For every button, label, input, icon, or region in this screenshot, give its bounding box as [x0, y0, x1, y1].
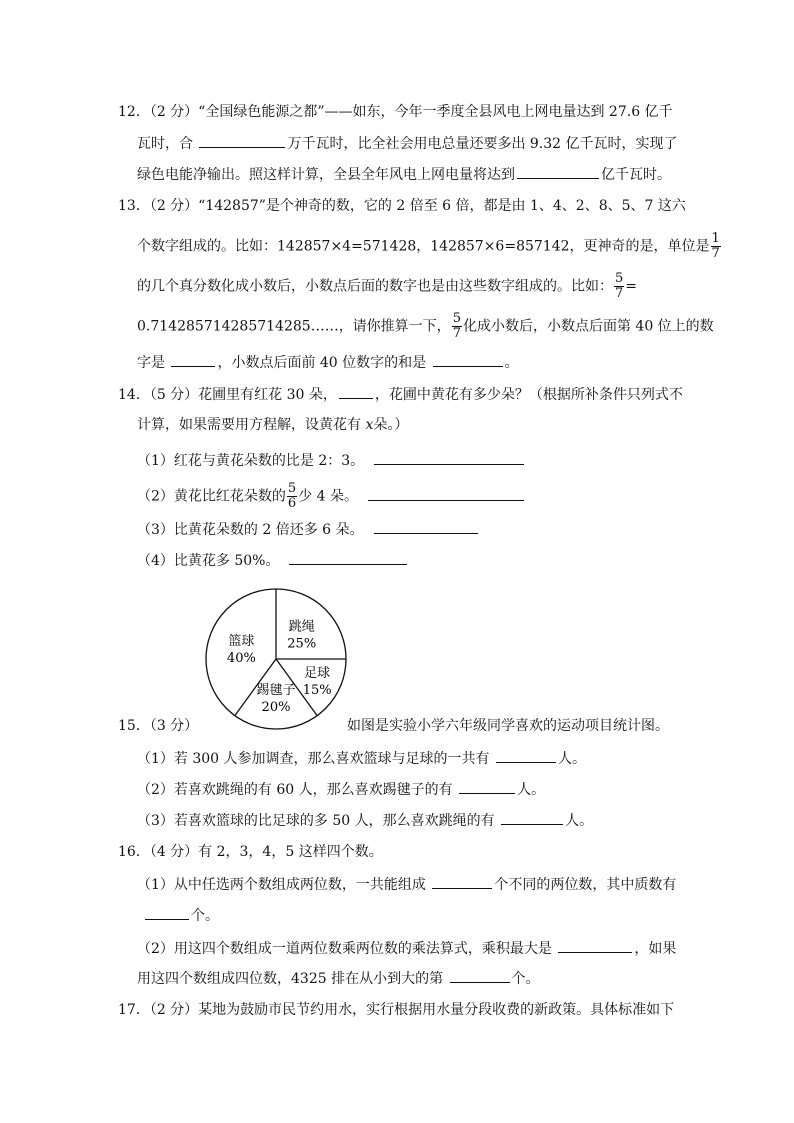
pie-slice-value: 25%: [287, 636, 317, 652]
q16-sub1-blank-1[interactable]: [432, 874, 492, 889]
pie-slice-value: 40%: [226, 650, 256, 666]
q14-sub3: （3）比黄花朵数的 2 倍还多 6 朵。: [137, 519, 480, 540]
q13-fraction-1-7: $\frac{1}{7}$: [711, 231, 720, 261]
q13-line1: 13．（2 分）“142857”是个神奇的数，它的 2 倍至 6 倍，都是由 1、4、2、8、5、7 这六: [118, 198, 686, 214]
q15-sub3-blank[interactable]: [501, 810, 563, 825]
pie-slice-label: 篮球: [228, 633, 255, 649]
q14-sub4: （4）比黄花多 50%。: [137, 550, 409, 571]
q14-sub1: （1）红花与黄花朵数的比是 2：3。: [137, 450, 526, 471]
q13-line5: 字是 ，小数点后面前 40 位数字的和是 。: [137, 352, 519, 373]
q16-sub1-cont: 个。: [137, 905, 219, 926]
q14-line2: 计算，如果需要用方程解，设黄花有 x朵。）: [137, 417, 409, 433]
q14-sub2-blank[interactable]: [368, 486, 524, 501]
q13-blank-1[interactable]: [171, 352, 215, 367]
pie-slice-label: 跳绳: [288, 619, 315, 635]
q14-sub2: （2）黄花比红花朵数的 $\frac{5}{6}$ 少 4 朵。: [137, 482, 526, 511]
q14-blank-condition[interactable]: [339, 384, 373, 399]
q16-head: 16．（4 分）有 2，3，4，5 这样四个数。: [118, 844, 383, 860]
q15-description: 如图是实验小学六年级同学喜欢的运动项目统计图。: [347, 718, 669, 734]
q14-fraction-5-6: $\frac{5}{6}$: [287, 481, 297, 511]
q16-sub2-blank-1[interactable]: [558, 938, 632, 953]
q14-sub1-blank[interactable]: [374, 450, 524, 465]
q15-sub3: （3）若喜欢篮球的比足球的多 50 人，那么喜欢跳绳的有 人。: [137, 810, 593, 831]
q16-sub1: （1）从中任选两个数组成两位数，一共能组成 个不同的两位数，其中质数有: [137, 874, 676, 895]
q13-fraction-5-7b: $\frac{5}{7}$: [452, 311, 461, 341]
q13-fraction-5-7: $\frac{5}{7}$: [615, 271, 624, 301]
q12-line2: 瓦时，合 万千瓦时，比全社会用电总量还要多出 9.32 亿千瓦时，实现了: [137, 133, 678, 154]
q12-line1: 12．（2 分）“全国绿色能源之都”——如东，今年一季度全县风电上网电量达到 27.6 亿千: [118, 104, 673, 120]
q13-line3: 的几个真分数化成小数后，小数点后面的数字也是由这些数字组成的。比如： $\frac{5}{7}$ =: [137, 271, 638, 301]
pie-slice-value: 20%: [261, 699, 291, 715]
q12-blank-2[interactable]: [517, 164, 599, 179]
q12-line3: 绿色电能净输出。照这样计算，全县全年风电上网电量将达到 亿千瓦时。: [137, 164, 671, 185]
q15-sub1: （1）若 300 人参加调查，那么喜欢篮球与足球的一共有 人。: [137, 748, 586, 769]
pie-slice-label: 踢毽子: [256, 682, 296, 698]
q13-line4: 0.714285714285714285……，请你推算一下， $\frac{5}{7}$ 化成小数后，小数点后面第 40 位上的数: [137, 311, 714, 341]
pie-slice-label: 足球: [304, 665, 331, 681]
q16-sub2-cont: 用这四个数组成四位数，4325 排在从小到大的第 个。: [137, 968, 540, 989]
q14-sub4-blank[interactable]: [289, 550, 407, 565]
q15-sub2: （2）若喜欢跳绳的有 60 人，那么喜欢踢毽子的有 人。: [137, 779, 545, 800]
q14-sub3-blank[interactable]: [374, 519, 478, 534]
q13-line2: 个数字组成的。比如：142857×4=571428，142857×6=857142，更神奇的是，单位是 $\frac{1}{7}$: [137, 231, 720, 261]
q16-sub1-blank-2[interactable]: [145, 905, 189, 920]
q15-sub2-blank[interactable]: [459, 779, 515, 794]
q15-sub1-blank[interactable]: [496, 748, 556, 763]
q17-line1: 17．（2 分）某地为鼓励市民节约用水，实行根据用水量分段收费的新政策。具体标准如下: [118, 1002, 675, 1018]
q15-head: 15．（3 分）: [118, 718, 199, 734]
q16-sub2: （2）用这四个数组成一道两位数乘两位数的乘法算式，乘积最大是 ，如果: [137, 938, 676, 959]
q12-blank-1[interactable]: [199, 133, 285, 148]
pie-slice-value: 15%: [302, 682, 332, 698]
sports-pie-chart: [198, 588, 354, 730]
q16-sub2-blank-2[interactable]: [450, 968, 510, 983]
q13-blank-2[interactable]: [433, 352, 503, 367]
q14-line1: 14．（5 分）花圃里有红花 30 朵， ，花圃中黄花有多少朵？（根据所补条件只列式不: [118, 384, 683, 405]
